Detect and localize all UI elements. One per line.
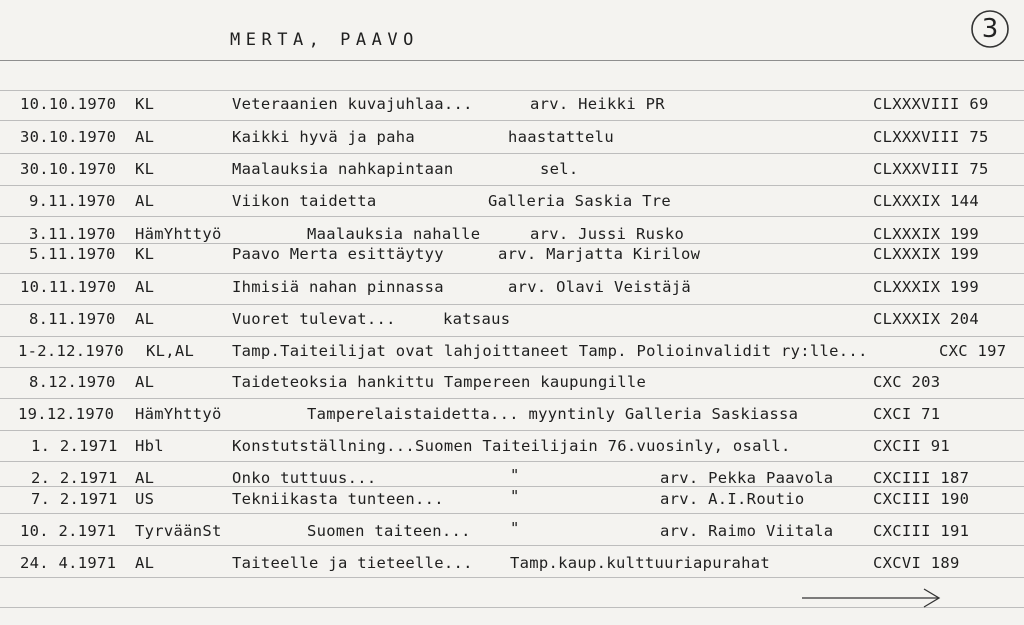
entry-source: HämYhttyö bbox=[135, 405, 222, 423]
ruled-line bbox=[0, 216, 1024, 217]
entry-ref: CXCIII 191 bbox=[873, 522, 970, 540]
entry-ref: CLXXXIX 199 bbox=[873, 245, 979, 263]
entry-title: Konstutställning...Suomen Taiteilijain 76.vuosinly, osall. bbox=[232, 437, 791, 455]
entry-note: Tamp.kaup.kulttuuriapurahat bbox=[510, 554, 771, 572]
ruled-line bbox=[0, 185, 1024, 186]
entry-title: Ihmisiä nahan pinnassa bbox=[232, 278, 444, 296]
entry-title: Suomen taiteen... bbox=[307, 522, 471, 540]
entry-date: 3.11.1970 bbox=[29, 225, 116, 243]
entry-date: 1. 2.1971 bbox=[31, 437, 118, 455]
ruled-line bbox=[0, 513, 1024, 514]
entry-ref: CXCVI 189 bbox=[873, 554, 960, 572]
entry-note: katsaus bbox=[443, 310, 511, 328]
entry-date: 19.12.1970 bbox=[18, 405, 115, 423]
entry-note: Galleria Saskia Tre bbox=[488, 192, 672, 210]
entry-source: US bbox=[135, 490, 155, 508]
entry-ref: CXCII 91 bbox=[873, 437, 951, 455]
entry-ref: CLXXXIX 144 bbox=[873, 192, 979, 210]
entry-note: arv. Raimo Viitala bbox=[660, 522, 834, 540]
entry-title: Vuoret tulevat... bbox=[232, 310, 396, 328]
ruled-line bbox=[0, 273, 1024, 274]
entry-note: arv. Pekka Paavola bbox=[660, 469, 834, 487]
ruled-line bbox=[0, 430, 1024, 431]
entry-source: KL bbox=[135, 160, 155, 178]
entry-source: AL bbox=[135, 310, 155, 328]
page-title: MERTA, PAAVO bbox=[230, 30, 419, 50]
ditto-mark: " bbox=[510, 519, 520, 537]
entry-ref: CLXXXIX 204 bbox=[873, 310, 979, 328]
entry-date: 10. 2.1971 bbox=[20, 522, 117, 540]
entry-date: 9.11.1970 bbox=[29, 192, 116, 210]
entry-source: AL bbox=[135, 554, 155, 572]
entry-ref: CLXXXVIII 75 bbox=[873, 128, 989, 146]
entry-title: Tamperelaistaidetta... myyntinly Galleria Saskiassa bbox=[307, 405, 799, 423]
entry-title: Maalauksia nahalle bbox=[307, 225, 481, 243]
ruled-line bbox=[0, 367, 1024, 368]
entry-date: 10.10.1970 bbox=[20, 95, 117, 113]
entry-ref: CXCI 71 bbox=[873, 405, 941, 423]
page-number bbox=[970, 9, 1010, 49]
entry-date: 8.12.1970 bbox=[29, 373, 116, 391]
ditto-mark: " bbox=[510, 487, 520, 505]
entry-source: TyrväänSt bbox=[135, 522, 222, 540]
entry-ref: CLXXXIX 199 bbox=[873, 278, 979, 296]
entry-ref: CLXXXVIII 75 bbox=[873, 160, 989, 178]
entry-source: AL bbox=[135, 128, 155, 146]
entry-date: 7. 2.1971 bbox=[31, 490, 118, 508]
entry-source: AL bbox=[135, 373, 155, 391]
entry-date: 10.11.1970 bbox=[20, 278, 117, 296]
entry-note: arv. Marjatta Kirilow bbox=[498, 245, 701, 263]
entry-note: haastattelu bbox=[508, 128, 614, 146]
entry-date: 30.10.1970 bbox=[20, 160, 117, 178]
ruled-line bbox=[0, 545, 1024, 546]
entry-date: 2. 2.1971 bbox=[31, 469, 118, 487]
entry-date: 1-2.12.1970 bbox=[18, 342, 124, 360]
entry-ref: CXC 203 bbox=[873, 373, 941, 391]
entry-title: Tamp.Taiteilijat ovat lahjoittaneet Tamp. Polioinvalidit ry:lle... bbox=[232, 342, 868, 360]
entry-date: 24. 4.1971 bbox=[20, 554, 117, 572]
entry-title: Kaikki hyvä ja paha bbox=[232, 128, 416, 146]
ruled-line bbox=[0, 90, 1024, 91]
ruled-line bbox=[0, 153, 1024, 154]
entry-date: 30.10.1970 bbox=[20, 128, 117, 146]
entry-title: Tekniikasta tunteen... bbox=[232, 490, 444, 508]
entry-source: AL bbox=[135, 192, 155, 210]
entry-date: 5.11.1970 bbox=[29, 245, 116, 263]
ruled-line bbox=[0, 577, 1024, 578]
entry-source: HämYhttyö bbox=[135, 225, 222, 243]
entry-source: Hbl bbox=[135, 437, 164, 455]
entry-note: sel. bbox=[540, 160, 579, 178]
entry-title: Veteraanien kuvajuhlaa... bbox=[232, 95, 473, 113]
entry-note: arv. Olavi Veistäjä bbox=[508, 278, 692, 296]
entry-ref: CXCIII 187 bbox=[873, 469, 970, 487]
entry-source: AL bbox=[135, 278, 155, 296]
entry-date: 8.11.1970 bbox=[29, 310, 116, 328]
entry-note: arv. Heikki PR bbox=[530, 95, 665, 113]
entry-note: arv. A.I.Routio bbox=[660, 490, 805, 508]
ditto-mark: " bbox=[510, 466, 520, 484]
ruled-line bbox=[0, 336, 1024, 337]
entry-title: Paavo Merta esittäytyy bbox=[232, 245, 444, 263]
entry-title: Taiteelle ja tieteelle... bbox=[232, 554, 473, 572]
entry-ref: CXC 197 bbox=[939, 342, 1007, 360]
entry-source: KL,AL bbox=[146, 342, 195, 360]
entry-title: Taideteoksia hankittu Tampereen kaupungille bbox=[232, 373, 647, 391]
ruled-line bbox=[0, 398, 1024, 399]
ruled-line bbox=[0, 304, 1024, 305]
entry-ref: CXCIII 190 bbox=[873, 490, 970, 508]
continue-arrow-icon bbox=[800, 586, 945, 610]
entry-ref: CLXXXVIII 69 bbox=[873, 95, 989, 113]
ruled-line bbox=[0, 120, 1024, 121]
entry-source: KL bbox=[135, 245, 155, 263]
entry-source: KL bbox=[135, 95, 155, 113]
entry-title: Onko tuttuus... bbox=[232, 469, 377, 487]
entry-ref: CLXXXIX 199 bbox=[873, 225, 979, 243]
entry-title: Viikon taidetta bbox=[232, 192, 377, 210]
page-number-label: 3 bbox=[981, 14, 999, 44]
header-rule bbox=[0, 60, 1024, 61]
entry-source: AL bbox=[135, 469, 155, 487]
entry-title: Maalauksia nahkapintaan bbox=[232, 160, 454, 178]
entry-note: arv. Jussi Rusko bbox=[530, 225, 685, 243]
ruled-line bbox=[0, 461, 1024, 462]
ruled-line bbox=[0, 243, 1024, 244]
